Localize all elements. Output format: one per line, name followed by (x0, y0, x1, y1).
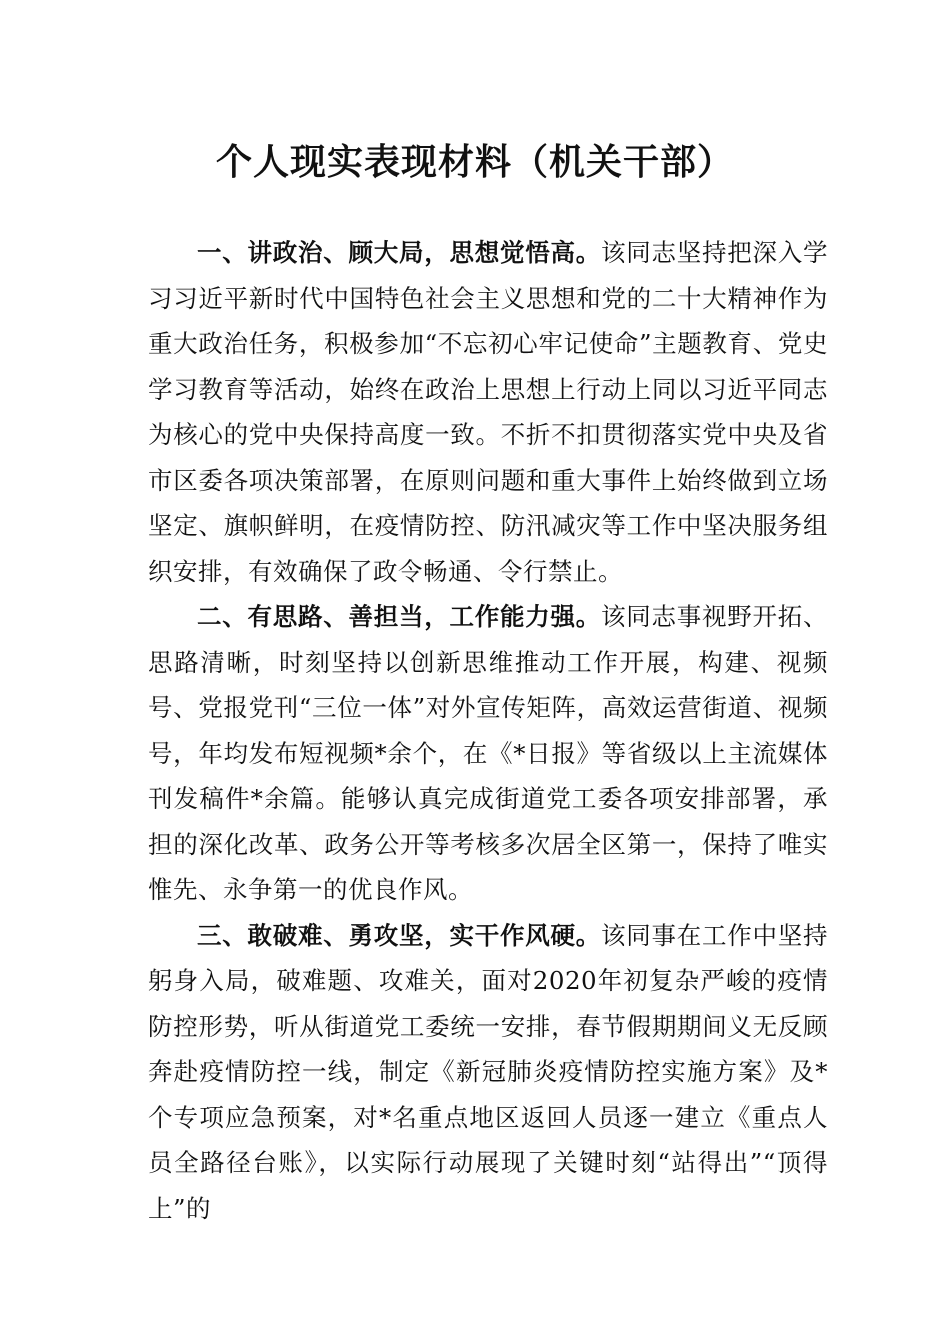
paragraph-style (148, 913, 828, 1232)
paragraph-ability (148, 594, 828, 913)
document-title: 个人现实表现材料（机关干部） (215, 141, 734, 183)
paragraph-text: 该同志事视野开拓、思路清晰，时刻坚持以创新思维推动工作开展，构建、视频号、党报党刊“三位一体”对外宣传矩阵，高效运营街道、视频号，年均发布短视频*余个，在《*日报》等省级以上主流媒体刊发稿件*余篇。能够认真完成街道党工委各项安排部署，承担的深化改革、政务公开等考核多次居全区第一，保持了唯实惟先、永争第一的优良作风。 (148, 602, 828, 904)
paragraph-heading: 二、有思路、善担当，工作能力强。 (197, 602, 601, 631)
document-body (148, 230, 828, 1231)
paragraph-political (148, 230, 828, 594)
paragraph-text: 该同事在工作中坚持躬身入局，破难题、攻难关，面对2020年初复杂严峻的疫情防控形势，听从街道党工委统一安排，春节假期期间义无反顾奔赴疫情防控一线，制定《新冠肺炎疫情防控实施方案》及*个专项应急预案，对*名重点地区返回人员逐一建立《重点人员全路径台账》，以实际行动展现了关键时刻“站得出”“顶得上”的 (148, 920, 828, 1223)
paragraph-text: 该同志坚持把深入学习习近平新时代中国特色社会主义思想和党的二十大精神作为重大政治任务，积极参加“不忘初心牢记使命”主题教育、党史学习教育等活动，始终在政治上思想上行动上同以习近平同志为核心的党中央保持高度一致。不折不扣贯彻落实党中央及省市区委各项决策部署，在原则问题和重大事件上始终做到立场坚定、旗帜鲜明，在疫情防控、防汛减灾等工作中坚决服务组织安排，有效确保了政令畅通、令行禁止。 (148, 238, 828, 586)
paragraph-heading: 一、讲政治、顾大局，思想觉悟高。 (197, 238, 601, 267)
paragraph-heading: 三、敢破难、勇攻坚，实干作风硬。 (197, 920, 601, 950)
